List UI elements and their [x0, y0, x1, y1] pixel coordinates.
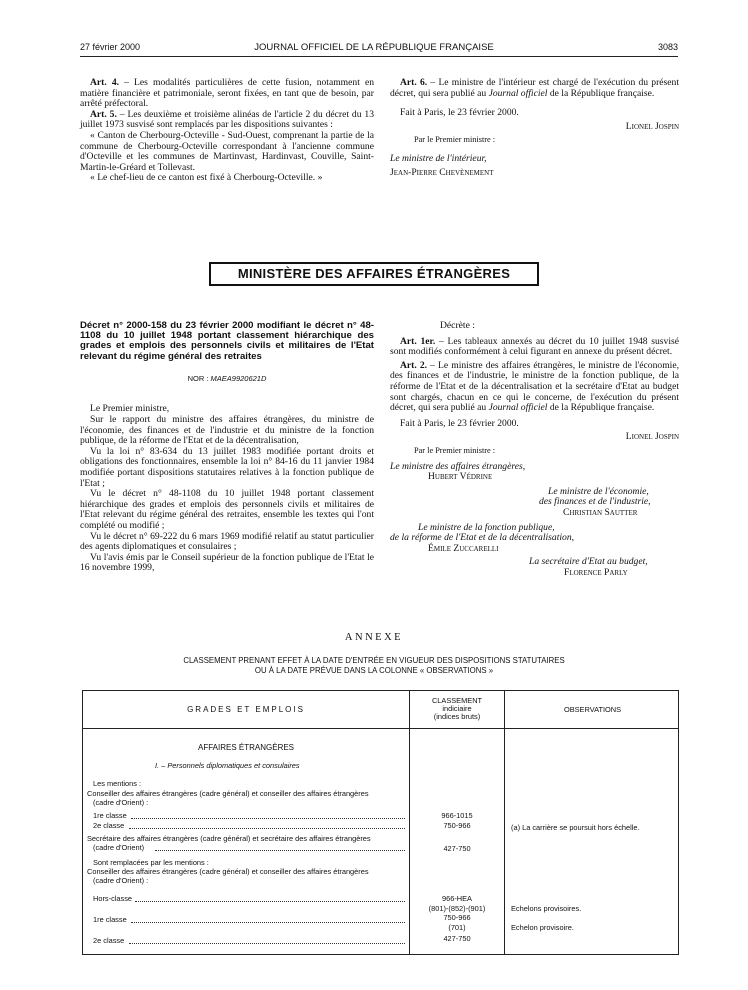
section-title: AFFAIRES ÉTRANGÈRES — [198, 743, 295, 752]
row-conseiller-a: Conseiller des affaires étrangères (cadre général) et conseiller des affaires étrangères — [87, 789, 369, 798]
annexe-subtitle-1: CLASSEMENT PRENANT EFFET À LA DATE D'ENTRÉE EN VIGUEUR DES DISPOSITIONS STATUTAIRES — [183, 656, 565, 665]
value-hors-classe-1: 966-HEA — [442, 894, 472, 903]
name-parly: Florence Parly — [564, 566, 628, 578]
row-2e-classe-new: 2e classe — [93, 936, 125, 945]
dot-leader — [129, 828, 405, 829]
minister-role: Le ministre de l'intérieur, — [390, 152, 487, 164]
article-2-text-b: de la République française. — [547, 402, 655, 414]
article-6-text-a: – Le ministre de l'intérieur est chargé de l'exécution du présent décret, qui sera publié au — [390, 77, 679, 99]
col-header-classement-line3: (indices bruts) — [433, 712, 481, 721]
signer-name: Lionel Jospin — [625, 120, 679, 132]
article-6-italic: Journal officiel — [488, 87, 548, 99]
row-secretaire-a: Secrétaire des affaires étrangères (cadre général) et secrétaire des affaires étrangères — [87, 834, 371, 843]
done-at-paris-2: Fait à Paris, le 23 février 2000. — [400, 417, 519, 429]
name-sautter: Christian Sautter — [563, 506, 638, 518]
role-economy-b: des finances et de l'industrie, — [539, 496, 651, 508]
subsection-title: I. – Personnels diplomatiques et consulaires — [155, 761, 300, 770]
label-replaced: Sont remplacées par les mentions : — [93, 858, 209, 867]
role-budget: La secrétaire d'Etat au budget, — [529, 556, 648, 568]
value-hors-classe-2: (801)-(852)-(901) — [428, 904, 486, 913]
value-2e-classe: 750-966 — [443, 821, 471, 830]
role-foreign-affairs: Le ministre des affaires étrangères, — [390, 460, 526, 472]
dot-leader — [131, 818, 405, 819]
ministry-heading: MINISTÈRE DES AFFAIRES ÉTRANGÈRES — [209, 262, 539, 286]
article-2-italic: Journal officiel — [488, 402, 548, 414]
article-1-lead: Art. 1er. — [400, 335, 436, 347]
decree-p5: Vu le décret n° 69-222 du 6 mars 1969 modifié relatif au statut particulier des agents diplomatiques et consulaires ; — [80, 530, 374, 553]
decree-p6: Vu l'avis émis par le Conseil supérieur de la fonction publique de l'Etat le 16 novembre 1999, — [80, 551, 374, 574]
role-economy-a: Le ministre de l'économie, — [548, 485, 649, 497]
article-4 — [80, 78, 374, 110]
journal-title: JOURNAL OFFICIEL DE LA RÉPUBLIQUE FRANÇAISE — [254, 42, 494, 53]
nor-reference — [80, 374, 374, 385]
dot-leader — [135, 901, 405, 902]
article-2-text-a: – Le ministre des affaires étrangères, le ministre de l'économie, des finances et de l'industrie, le ministre de la fonction publique, de la réforme de l'Etat et de la décentralisation et la secrétaire d'Etat au budget sont chargés, chacun en ce qui le concerne, de l'exécution du présent décret, qui sera publié au — [390, 359, 679, 414]
decree-p1: Le Premier ministre, — [90, 403, 170, 415]
article-4-text: – Les modalités particulières de cette fusion, notamment en matière financière et patrimoniale, seront fixées, en tant que de besoin, par arrêté préfectoral. — [80, 77, 375, 110]
article-2 — [390, 361, 679, 414]
decree-p2: Sur le rapport du ministre des affaires étrangères, du ministre de l'économie, des finances et de l'industrie et du ministre de la fonction publique, de la réforme de l'Etat et de la décentralisation, — [80, 414, 374, 447]
annexe-title: ANNEXE — [344, 632, 404, 643]
page-date: 27 février 2000 — [80, 42, 141, 52]
row-secretaire-b: (cadre d'Orient) — [93, 843, 145, 852]
obs-hors-echelle: (a) La carrière se poursuit hors échelle. — [511, 823, 640, 832]
value-secretaire: 427-750 — [443, 844, 471, 853]
col-header-observations: OBSERVATIONS — [563, 705, 622, 714]
row-conseiller2-b: (cadre d'Orient) : — [93, 876, 149, 885]
quote-canton: « Canton de Cherbourg-Octeville - Sud-Ouest, comprenant la partie de la commune de Cherbourg-Octeville correspondant à l'ancienne commune d'Octeville et les communes de Martinvast, Hardinvast, Couville, Saint-Martin-le-Gréard et Tollevast. — [80, 129, 374, 173]
top-right-column — [390, 78, 679, 178]
col-header-classement — [410, 696, 504, 721]
row-conseiller-b: (cadre d'Orient) : — [93, 798, 149, 807]
name-vedrine: Hubert Védrine — [428, 471, 493, 483]
minister-name: Jean-Pierre Chevènement — [390, 166, 494, 178]
header-divider — [83, 728, 678, 729]
dot-leader — [131, 922, 405, 923]
role-public-service-b: de la réforme de l'Etat et de la décentralisation, — [390, 532, 575, 544]
row-hors-classe: Hors-classe — [93, 894, 133, 903]
role-public-service-a: Le ministre de la fonction publique, — [418, 521, 555, 533]
quote-chef-lieu: « Le chef-lieu de ce canton est fixé à Cherbourg-Octeville. » — [90, 172, 323, 184]
value-2e-classe-new: 427-750 — [443, 934, 471, 943]
decree-right-column — [390, 321, 679, 578]
col-header-grades: GRADES ET EMPLOIS — [187, 705, 305, 714]
done-at-paris: Fait à Paris, le 23 février 2000. — [400, 107, 519, 119]
article-6 — [390, 78, 679, 99]
top-left-column — [80, 78, 374, 184]
obs-echelons-provisoires: Echelons provisoires. — [511, 904, 582, 913]
value-1re-classe-new-1: 750-966 — [443, 913, 471, 922]
name-zuccarelli: Émile Zuccarelli — [428, 542, 499, 554]
value-1re-classe: 966-1015 — [441, 811, 473, 820]
article-1 — [390, 337, 679, 358]
col-header-classement-line1: CLASSEMENT — [431, 696, 483, 705]
article-5-text: – Les deuxième et troisième alinéas de l'article 2 du décret du 13 juillet 1973 susvisé sont remplacés par les dispositions suivantes : — [80, 108, 375, 131]
annexe-subtitle-2: OU À LA DATE PRÉVUE DANS LA COLONNE « OBSERVATIONS » — [254, 666, 494, 675]
annexe-table — [82, 690, 679, 955]
article-5 — [80, 110, 374, 131]
article-6-lead: Art. 6. — [400, 77, 428, 88]
article-2-lead: Art. 2. — [400, 359, 428, 371]
article-6-text-b: de la République française. — [547, 87, 655, 99]
value-1re-classe-new-2: (701) — [448, 923, 466, 932]
row-1re-classe: 1re classe — [93, 811, 127, 820]
decree-title: Décret n° 2000-158 du 23 février 2000 modifiant le décret n° 48-1108 du 10 juillet 1948 portant classement hiérarchique des grades et emplois des personnels civils et militaires de l'Etat relevant du régime général des retraites — [80, 320, 374, 362]
decrete: Décrète : — [440, 320, 475, 331]
by-prime-minister-2: Par le Premier ministre : — [414, 445, 496, 455]
obs-echelon-provisoire: Echelon provisoire. — [511, 923, 574, 932]
article-5-lead: Art. 5. — [90, 108, 117, 120]
dot-leader — [129, 943, 405, 944]
row-2e-classe: 2e classe — [93, 821, 125, 830]
article-1-text: – Les tableaux annexés au décret du 10 juillet 1948 susvisé sont modifiés conformément à celui figurant en annexe du présent décret. — [390, 335, 679, 358]
col-header-classement-line2: indiciaire — [442, 704, 472, 713]
article-4-lead: Art. 4. — [90, 77, 120, 88]
decree-p3: Vu la loi n° 83-634 du 13 juillet 1983 modifiée portant droits et obligations des fonctionnaires, ensemble la loi n° 84-16 du 11 janvier 1984 modifiée portant dispositions statutaires relatives à la fonction publique de l'Etat ; — [80, 445, 374, 489]
row-1re-classe-new: 1re classe — [93, 915, 127, 924]
column-divider-2 — [504, 691, 505, 954]
signer-name-2: Lionel Jospin — [625, 431, 679, 443]
row-conseiller2-a: Conseiller des affaires étrangères (cadre général) et conseiller des affaires étrangères — [87, 867, 369, 876]
by-prime-minister: Par le Premier ministre : — [414, 135, 496, 145]
decree-left-column — [80, 321, 374, 574]
page-number: 3083 — [657, 42, 678, 52]
nor-value: MAEA9920621D — [210, 373, 267, 383]
dot-leader — [155, 850, 405, 851]
header-rule — [80, 56, 678, 57]
decree-p4: Vu le décret n° 48-1108 du 10 juillet 1948 portant classement hiérarchique des grades et emplois des personnels civils et militaires de l'Etat relevant du régime général des retraites, ensemble les textes qui l'ont complété ou modifié ; — [80, 488, 374, 531]
nor-label: NOR : — [187, 373, 211, 383]
label-mentions: Les mentions : — [93, 779, 142, 788]
